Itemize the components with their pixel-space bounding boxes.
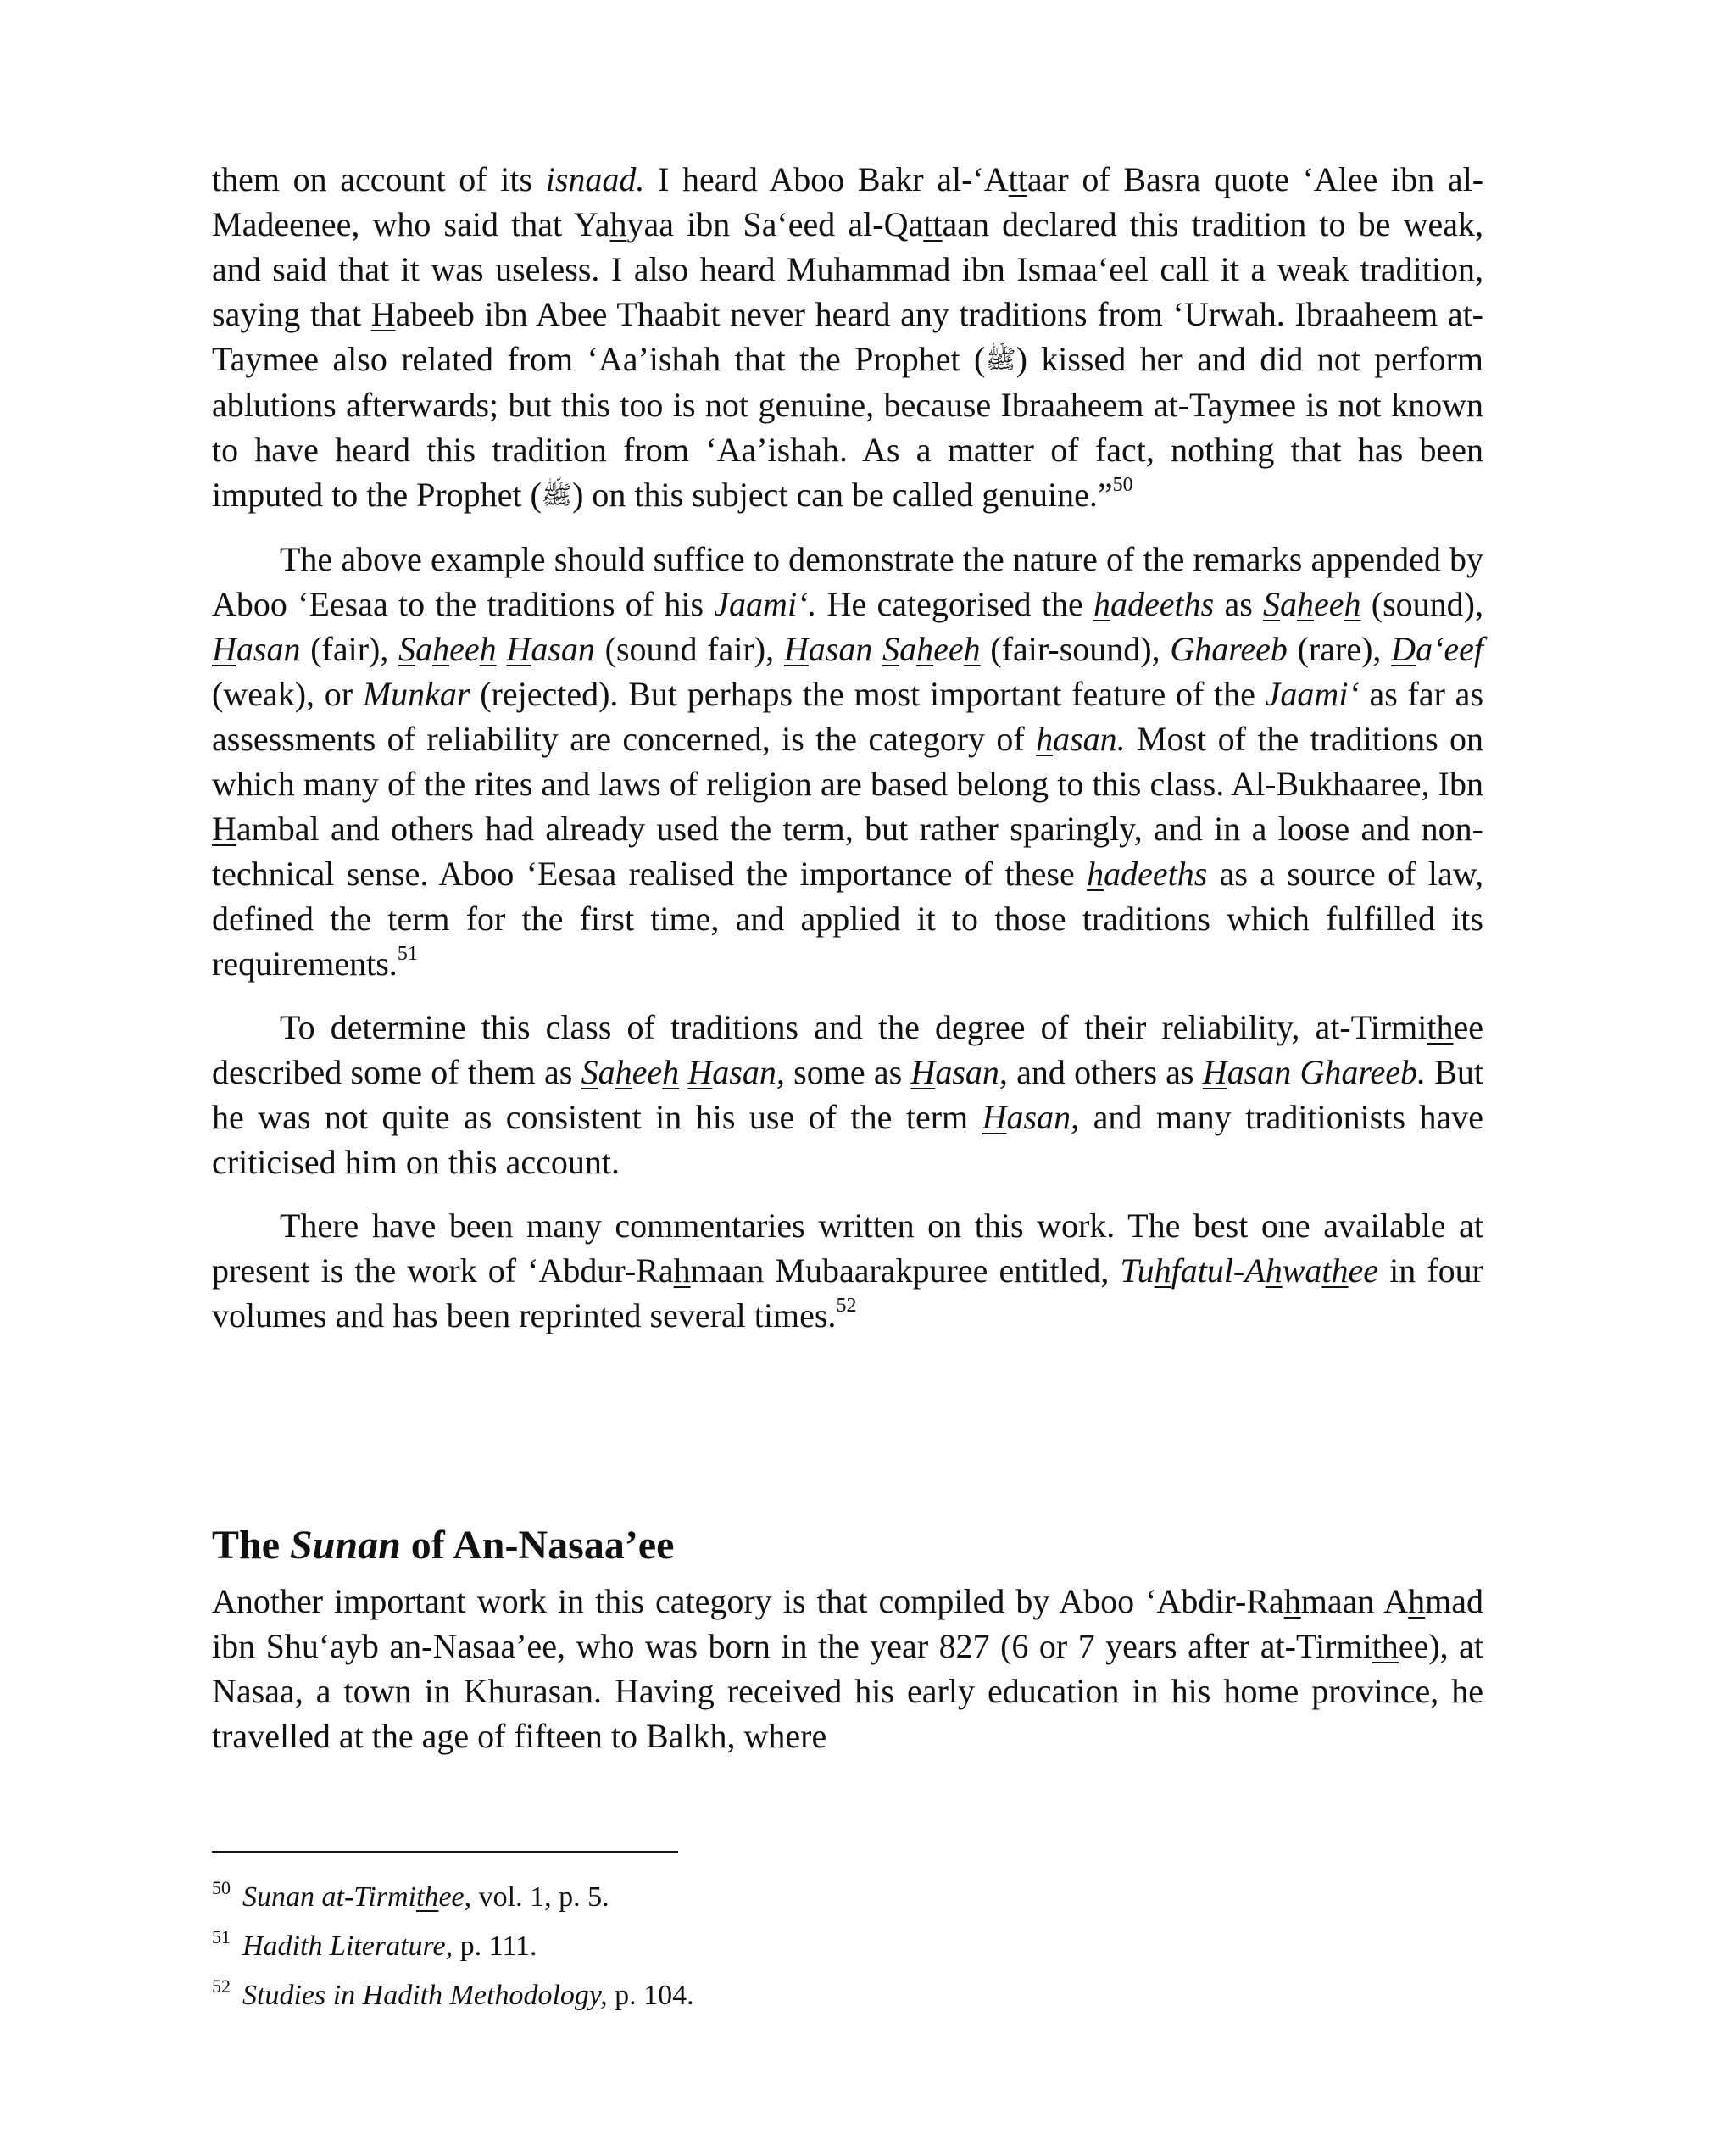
- section-body: [212, 1579, 1483, 1758]
- footnote-50: $^{50}$ Sunan at-Tirmithee, vol. 1, p. 5.: [212, 1877, 609, 1913]
- footnote-divider: [212, 1851, 678, 1852]
- footnote-ref: 51: [397, 943, 418, 965]
- body-text: [212, 157, 1483, 1338]
- footnote-51: $^{51}$ Hadith Literature, p. 111.: [212, 1926, 537, 1962]
- footnote-ref: 50: [1112, 474, 1133, 496]
- paragraph-5: Another important work in this category is that compiled by Aboo ‘Abdir-Rahmaan Ahmad ibn Shu‘ayb an-Nasaa’ee, who was born in the year 827 (6 or 7 years after at-Tirmithee), at Nasaa, a town in Khurasan. Having received his early education in his home province, he travelled at the age of fifteen to Balkh, where: [212, 1582, 1483, 1755]
- footnote-52: $^{52}$ Studies in Hadith Methodology, p. 104.: [212, 1975, 694, 2011]
- footnote-ref: 52: [836, 1295, 857, 1317]
- salawat-symbol: ﷺ: [985, 346, 1016, 374]
- salawat-symbol: ﷺ: [541, 482, 573, 510]
- paragraph-3: To determine this class of traditions and the degree of their reliability, at-Tirmithee described some of them as Saheeh Hasan, some as Hasan, and others as Hasan Ghareeb. But he was not quite as consistent in his use of the term Hasan, and many traditionists have criticised him on this account.: [212, 1008, 1484, 1181]
- section-heading: The Sunan of An-Nasaa’ee: [212, 1523, 675, 1568]
- paragraph-4: There have been many commentaries written on this work. The best one available at present is the work of ‘Abdur-Rahmaan Mubaarakpuree entitled, Tuhfatul-Ahwathee in four volumes and has been reprinted several times.$^{52}$: [212, 1206, 1483, 1334]
- paragraph-2: The above example should suffice to demonstrate the nature of the remarks appended by Aboo ‘Eesaa to the traditions of his Jaami‘. He categorised the hadeeths as Saheeh (sound), Hasan (fair), Saheeh Hasan (sound fair), Hasan Saheeh (fair-sound), Ghareeb (rare), Da‘eef (weak), or Munkar (rejected). But perhaps the most important feature of the Jaami‘ as far as assessments of reliability are concerned, is the category of hasan. Most of the traditions on which many of the rites and laws of religion are based belong to this class. Al-Bukhaaree, Ibn Hambal and others had already used the term, but rather sparingly, and in a loose and non-technical sense. Aboo ‘Eesaa realised the importance of these hadeeths as a source of law, defined the term for the first time, and applied it to those traditions which fulfilled its requirements.$^{51}$: [212, 540, 1484, 983]
- paragraph-1: them on account of its isnaad. I heard Aboo Bakr al-‘Attaar of Basra quote ‘Alee ibn al-Madeenee, who said that Yahyaa ibn Sa‘eed al-Qattaan declared this tradition to be weak, and said that it was useless. I also heard Muhammad ibn Ismaa‘eel call it a weak tradition, saying that Habeeb ibn Abee Thaabit never heard any traditions from ‘Urwah. Ibraaheem at-Taymee also related from ‘Aa’ishah that the Prophet (ﷺ) kissed her and did not perform ablutions afterwards; but this too is not genuine, because Ibraaheem at-Taymee is not known to have heard this tradition from ‘Aa’ishah. As a matter of fact, nothing that has been imputed to the Prophet (ﷺ) on this subject can be called genuine.”$^{50}$: [212, 160, 1484, 514]
